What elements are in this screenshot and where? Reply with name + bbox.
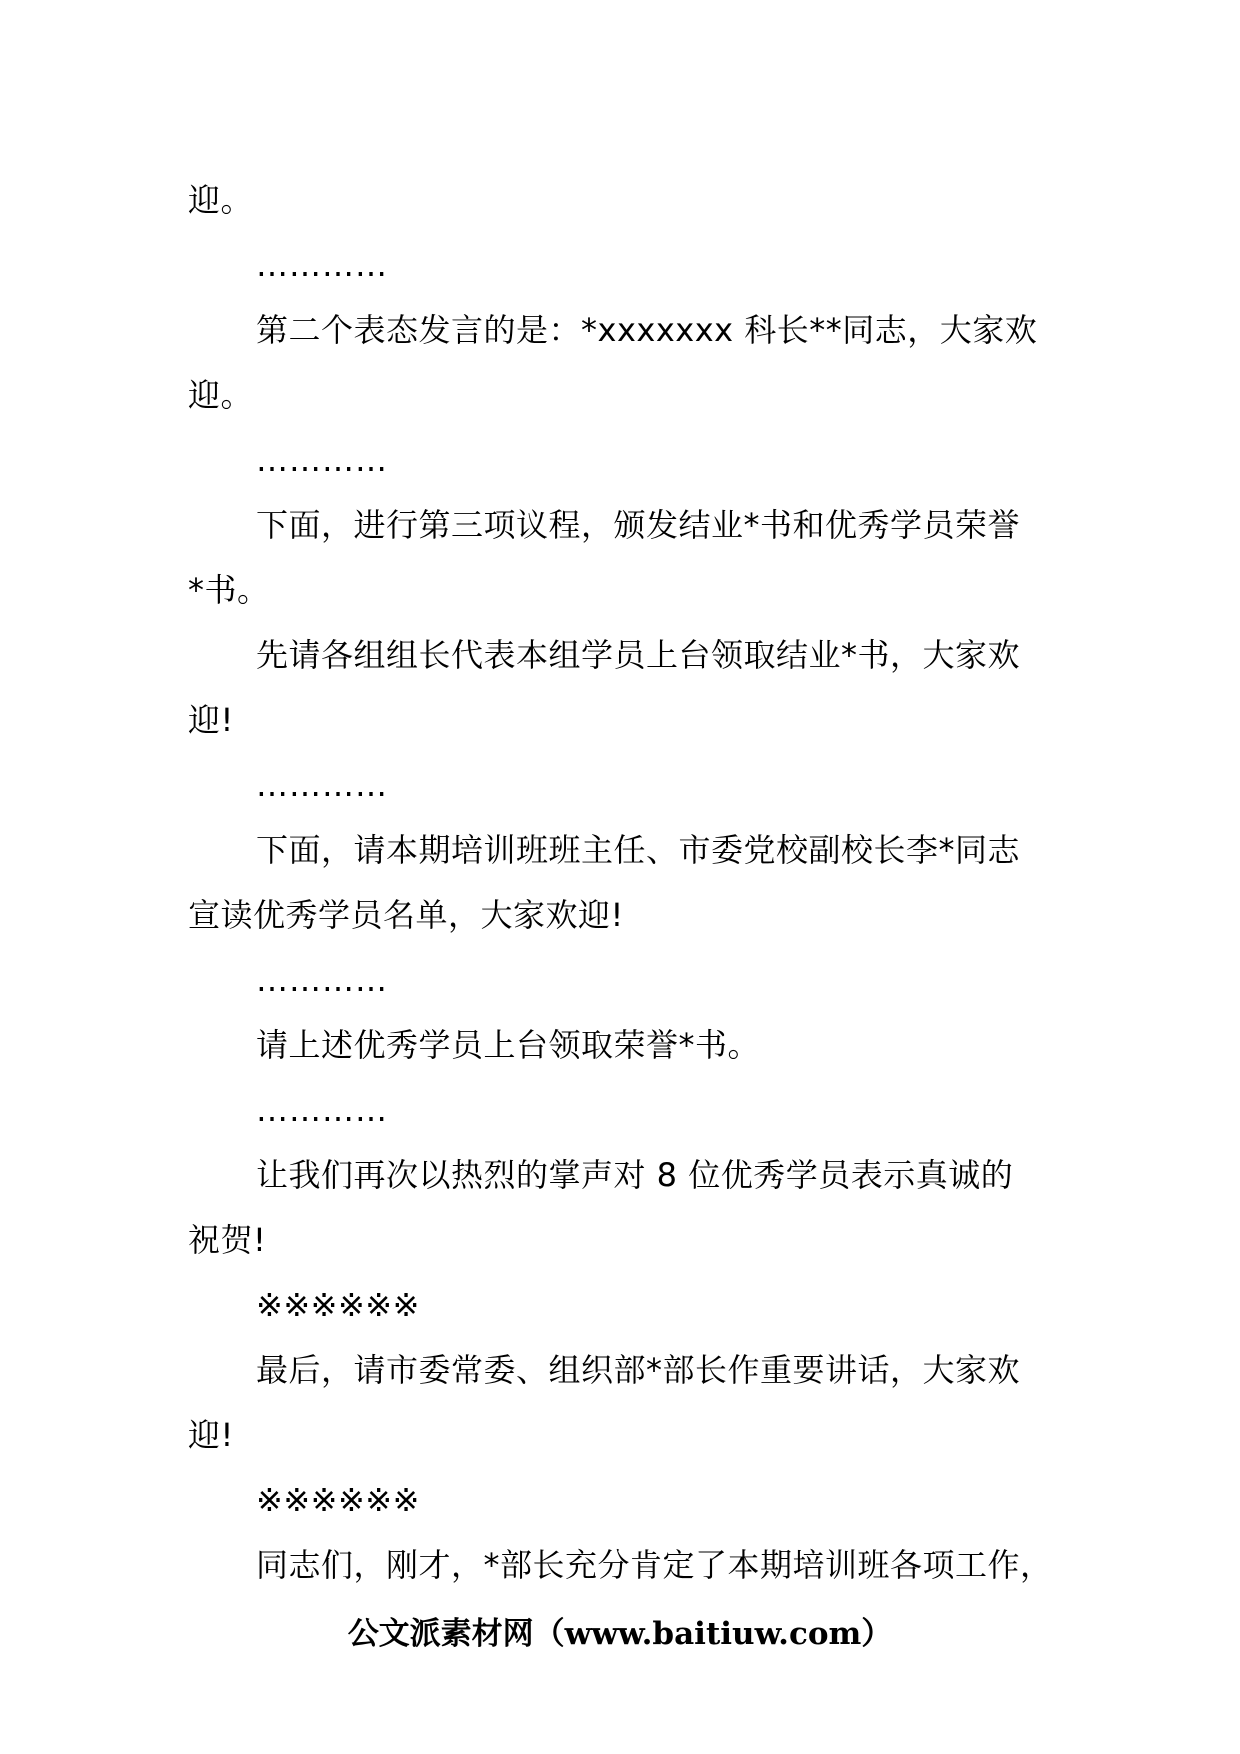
text-line: ※※※※※※ <box>256 1481 420 1519</box>
text-line: ………… <box>256 1091 388 1129</box>
text-line: 让我们再次以热烈的掌声对 8 位优秀学员表示真诚的 <box>256 1156 1014 1194</box>
text-line: 祝贺! <box>188 1221 267 1259</box>
footer-watermark: 公文派素材网（www.baitiuw.com） <box>347 1616 893 1652</box>
text-line: ………… <box>256 246 388 284</box>
text-line: 请上述优秀学员上台领取荣誉*书。 <box>256 1026 761 1064</box>
text-line: 迎。 <box>188 376 254 414</box>
text-line: ………… <box>256 441 388 479</box>
text-line: 迎! <box>188 701 234 739</box>
text-line: ………… <box>256 961 388 999</box>
text-line: 迎。 <box>188 181 254 219</box>
text-line: ※※※※※※ <box>256 1286 420 1324</box>
text-line: 最后，请市委常委、组织部*部长作重要讲话，大家欢 <box>256 1351 1021 1389</box>
text-line: 宣读优秀学员名单，大家欢迎! <box>188 896 624 934</box>
text-line: 先请各组组长代表本组学员上台领取结业*书，大家欢 <box>256 636 1021 674</box>
text-line: 第二个表态发言的是：*xxxxxxx 科长**同志，大家欢 <box>256 311 1038 349</box>
text-line: ………… <box>256 766 388 804</box>
text-line: *书。 <box>188 571 270 609</box>
text-line: 迎! <box>188 1416 234 1454</box>
text-line: 下面，请本期培训班班主任、市委党校副校长李*同志 <box>256 831 1021 869</box>
document-body <box>188 168 1058 1598</box>
text-line: 下面，进行第三项议程，颁发结业*书和优秀学员荣誉 <box>256 506 1021 544</box>
text-line: 同志们，刚才，*部长充分肯定了本期培训班各项工作， <box>256 1546 1053 1584</box>
